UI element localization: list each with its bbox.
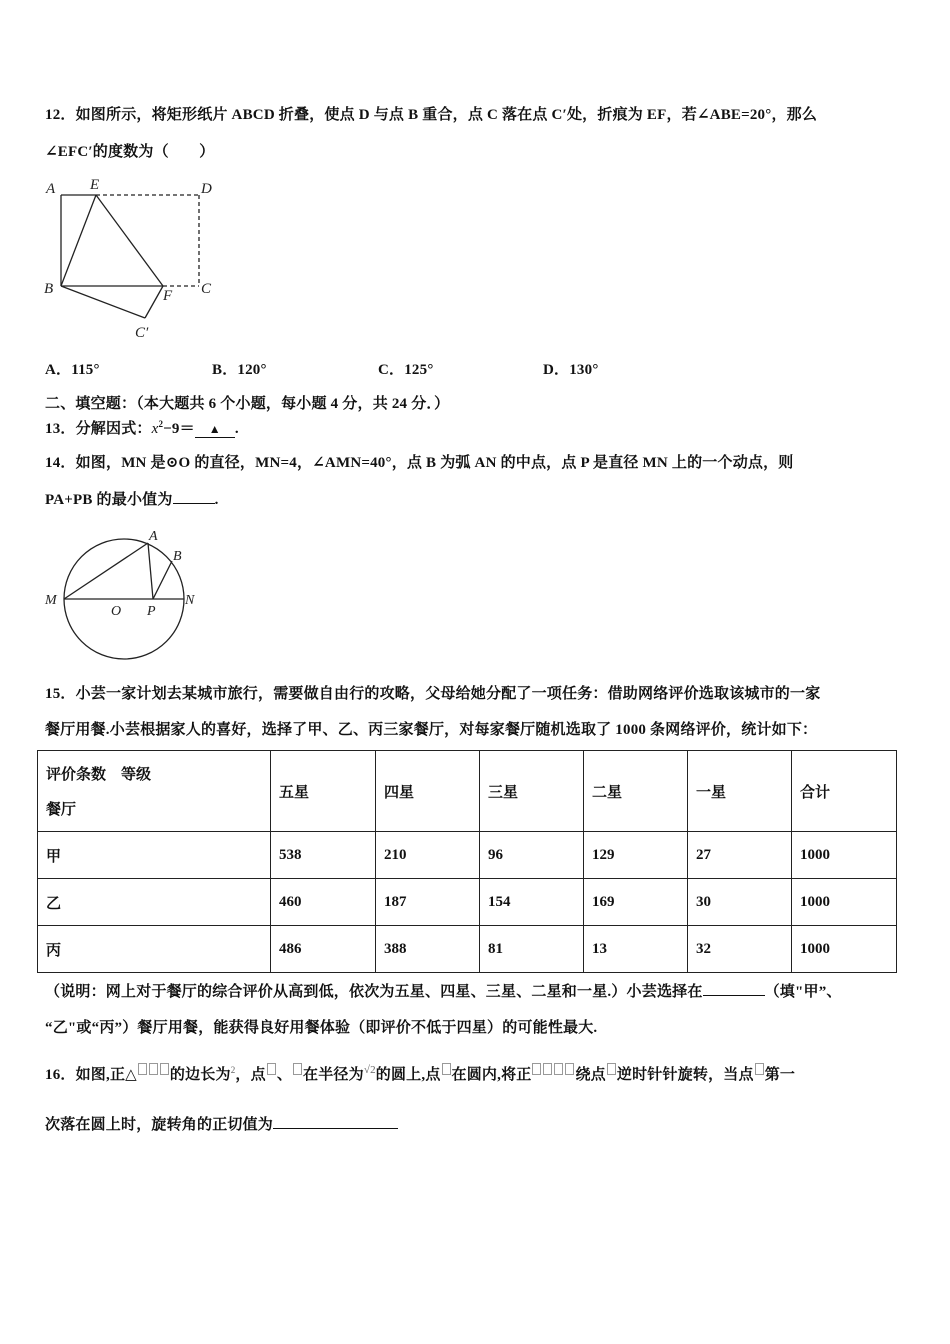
- table-cell: 1000: [792, 926, 897, 973]
- table-cell: 169: [584, 879, 688, 926]
- missing-glyph-icon: [607, 1063, 616, 1075]
- q12-text-line2: ∠EFC′的度数为（ ）: [45, 144, 215, 160]
- label-A: A: [149, 529, 158, 544]
- q16-radius-value: √2: [363, 1064, 376, 1076]
- table-cell: 32: [688, 926, 792, 973]
- q15-note-line1: [45, 980, 842, 1001]
- table-cell: 1000: [792, 879, 897, 926]
- missing-glyph-icon: [293, 1063, 302, 1075]
- label-A: A: [46, 181, 56, 197]
- table-row: [38, 832, 897, 879]
- q13-prefix: 13．分解因式：: [45, 421, 152, 437]
- q16-answer-blank[interactable]: [273, 1114, 398, 1129]
- q15-note-text-2: （填"甲”、: [764, 984, 842, 1000]
- table-header: 一星: [688, 751, 792, 832]
- q14-line2-text: PA+PB 的最小值为: [45, 492, 173, 508]
- table-cell: 129: [584, 832, 688, 879]
- q14-text-line2: [45, 488, 219, 509]
- table-cell: 81: [480, 926, 584, 973]
- q16-part: 逆时针针旋转，当点: [616, 1067, 754, 1083]
- q15-note-text: （说明：网上对于餐厅的综合评价从高到低，依次为五星、四星、三星、二星和一星.）小芸选择在: [45, 984, 703, 1000]
- q14-answer-blank[interactable]: [173, 489, 215, 504]
- q16-text-line2: [45, 1113, 398, 1134]
- q16-part: 16．如图,正△: [45, 1067, 137, 1083]
- missing-glyph-icon: [160, 1063, 169, 1075]
- table-cell: 30: [688, 879, 792, 926]
- table-cell: 96: [480, 832, 584, 879]
- label-C: C: [201, 281, 212, 297]
- q12-option-d: D．130°: [543, 362, 599, 378]
- q12-option-b: B．120°: [212, 362, 267, 378]
- table-row: [38, 879, 897, 926]
- q15-answer-blank[interactable]: [703, 981, 765, 996]
- q13-var: x: [151, 421, 159, 437]
- table-header: 二星: [584, 751, 688, 832]
- label-N: N: [185, 593, 195, 608]
- label-B: B: [44, 281, 54, 297]
- label-C-prime: C′: [135, 325, 149, 341]
- missing-glyph-icon: [138, 1063, 147, 1075]
- q16-side-value: 2: [230, 1065, 236, 1075]
- q16-line2-text: 次落在圆上时，旋转角的正切值为: [45, 1117, 274, 1133]
- q12-text-line1: 12．如图所示，将矩形纸片 ABCD 折叠，使点 D 与点 B 重合，点 C 落在点 C′处，折痕为 EF，若∠ABE=20°，那么: [45, 107, 818, 123]
- q13-exp: 2: [158, 419, 164, 429]
- q16-part: ，点: [235, 1067, 266, 1083]
- q16-part: 的圆上,点: [375, 1067, 441, 1083]
- q12-option-c: C．125°: [378, 362, 434, 378]
- missing-glyph-icon: [532, 1063, 541, 1075]
- missing-glyph-icon: [554, 1063, 563, 1075]
- missing-glyph-icon: [565, 1063, 574, 1075]
- corner-top-text: 评价条数 等级: [46, 767, 152, 783]
- missing-glyph-icon: [543, 1063, 552, 1075]
- table-cell: 187: [376, 879, 480, 926]
- row-name: 乙: [38, 879, 271, 926]
- row-name: 丙: [38, 926, 271, 973]
- label-B: B: [173, 549, 182, 564]
- table-cell: 538: [271, 832, 376, 879]
- table-cell: 1000: [792, 832, 897, 879]
- q14-end: .: [214, 492, 219, 508]
- label-O: O: [111, 604, 122, 619]
- table-header: 四星: [376, 751, 480, 832]
- row-name: 甲: [38, 832, 271, 879]
- label-M: M: [45, 593, 57, 608]
- table-cell: 486: [271, 926, 376, 973]
- table-cell: 460: [271, 879, 376, 926]
- label-D: D: [201, 181, 212, 197]
- q14-figure-circle: [0, 520, 220, 665]
- table-header: 三星: [480, 751, 584, 832]
- q15-review-table: [37, 750, 897, 973]
- missing-glyph-icon: [755, 1063, 764, 1075]
- q16-part: 第一: [764, 1067, 796, 1083]
- missing-glyph-icon: [149, 1063, 158, 1075]
- table-cell: 154: [480, 879, 584, 926]
- q14-text-line1: 14．如图，MN 是⊙O 的直径，MN=4，∠AMN=40°，点 B 为弧 AN 的中点，点 P 是直径 MN 上的一个动点，则: [45, 455, 794, 471]
- table-cell: 388: [376, 926, 480, 973]
- table-header-row: [38, 751, 897, 832]
- q13-text: [45, 417, 239, 438]
- q16-text-line1: [45, 1063, 795, 1084]
- table-cell: 27: [688, 832, 792, 879]
- q13-answer-blank[interactable]: ▲: [195, 422, 235, 438]
- table-header: 五星: [271, 751, 376, 832]
- section-2-heading: 二、填空题：（本大题共 6 个小题，每小题 4 分，共 24 分．）: [45, 396, 450, 412]
- table-row: [38, 926, 897, 973]
- q16-part: 的边长为: [169, 1067, 231, 1083]
- q16-part: 在圆内,将正: [451, 1067, 532, 1083]
- q12-figure-rectangle-fold: [0, 170, 240, 350]
- q13-end: .: [234, 421, 239, 437]
- q16-part: 在半径为: [303, 1067, 364, 1083]
- table-cell: 13: [584, 926, 688, 973]
- label-F: F: [163, 288, 173, 304]
- q16-part: 、: [276, 1067, 293, 1083]
- label-P: P: [147, 604, 156, 619]
- missing-glyph-icon: [267, 1063, 276, 1075]
- q15-text-line1: 15．小芸一家计划去某城市旅行，需要做自由行的攻略，父母给她分配了一项任务：借助网络评价选取该城市的一家: [45, 686, 821, 702]
- q16-part: 绕点: [575, 1067, 606, 1083]
- table-cell: 210: [376, 832, 480, 879]
- label-E: E: [90, 177, 100, 193]
- q13-rest: −9＝: [163, 421, 195, 437]
- q12-option-a: A．115°: [45, 362, 100, 378]
- q15-text-line2: 餐厅用餐.小芸根据家人的喜好，选择了甲、乙、丙三家餐厅，对每家餐厅随机选取了 1000 条网络评价，统计如下：: [45, 722, 818, 738]
- missing-glyph-icon: [442, 1063, 451, 1075]
- table-corner-cell: [38, 751, 271, 832]
- table-header: 合计: [792, 751, 897, 832]
- q15-note-line2: “乙"或“丙”）餐厅用餐，能获得良好用餐体验（即评价不低于四星）的可能性最大.: [45, 1020, 598, 1036]
- corner-bottom-text: 餐厅: [46, 802, 77, 818]
